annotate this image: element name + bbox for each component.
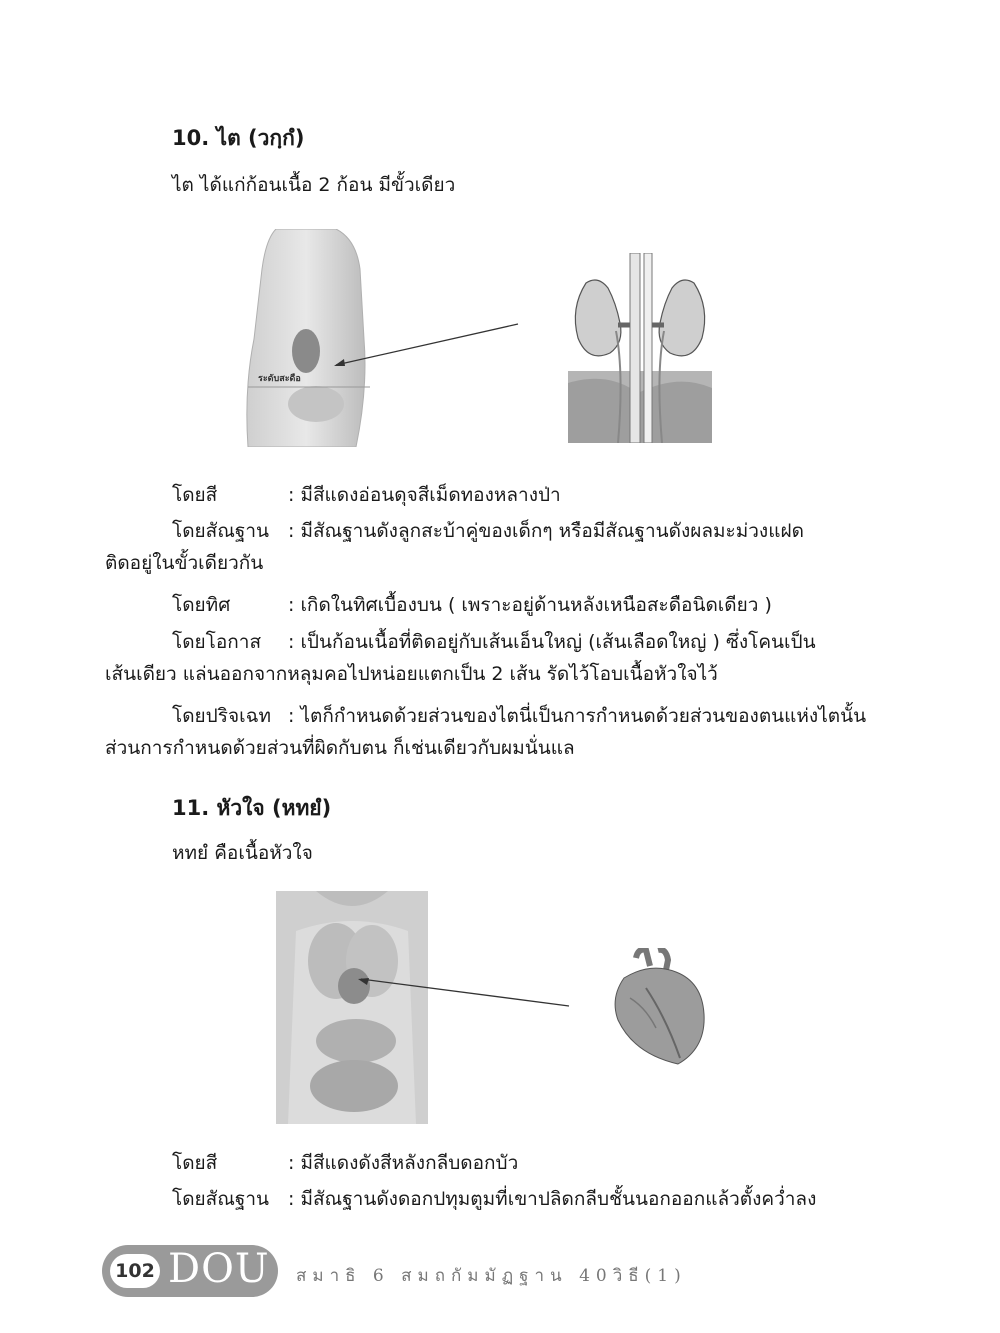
section10-heading: 10. ไต (วกฺกํ) bbox=[172, 126, 305, 150]
heart-image bbox=[606, 948, 710, 1066]
section10-intro: ไต ได้แก่ก้อนเนื้อ 2 ก้อน มีขั้วเดียว bbox=[172, 174, 456, 196]
page-number: 102 bbox=[110, 1254, 160, 1288]
kidney-pointer-arrow bbox=[330, 320, 520, 370]
s11-shape-text: : มีสัณฐานดังดอกปทุมตูมที่เขาปลิดกลีบชั้นนอกออกแล้วตั้งคว่ำลง bbox=[288, 1188, 817, 1210]
s10-color-text: : มีสีแดงอ่อนดุจสีเม็ดทองหลางป่า bbox=[288, 484, 561, 506]
s10-shape-text: : มีสัณฐานดังลูกสะบ้าคู่ของเด็กๆ หรือมีสัณฐานดังผลมะม่วงแฝด bbox=[288, 520, 804, 542]
brand-logo: DOU bbox=[168, 1246, 270, 1292]
section11-intro: หทยํ คือเนื้อหัวใจ bbox=[172, 842, 313, 864]
s10-location-continuation: เส้นเดียว แล่นออกจากหลุมคอไปหน่อยแตกเป็น 2 เส้น รัดไว้โอบเนื้อหัวใจไว้ bbox=[105, 663, 718, 685]
s10-location-label: โดยโอกาส bbox=[172, 631, 262, 653]
s10-direction-text: : เกิดในทิศเบื้องบน ( เพราะอยู่ด้านหลังเหนือสะดือนิดเดียว ) bbox=[288, 594, 772, 616]
heart-pointer-arrow bbox=[355, 975, 571, 1009]
kidneys-image bbox=[568, 253, 712, 443]
series-title: สมาธิ 6 สมถกัมมัฏฐาน 40วิธี(1) bbox=[296, 1266, 687, 1286]
s11-color-text: : มีสีแดงดังสีหลังกลีบดอกบัว bbox=[288, 1152, 519, 1174]
navel-level-label: ระดับสะดือ bbox=[258, 374, 301, 384]
s10-boundary-text: : ไตก็กำหนดด้วยส่วนของไตนี่เป็นการกำหนดด้วยส่วนของตนแห่งไตนั้น bbox=[288, 705, 867, 727]
section11-heading: 11. หัวใจ (หทยํ) bbox=[172, 796, 332, 820]
s11-shape-label: โดยสัณฐาน bbox=[172, 1188, 270, 1210]
s10-shape-label: โดยสัณฐาน bbox=[172, 520, 270, 542]
s11-color-label: โดยสี bbox=[172, 1152, 218, 1174]
s10-boundary-continuation: ส่วนการกำหนดด้วยส่วนที่ผิดกับตน ก็เช่นเดียวกับผมนั่นแล bbox=[105, 737, 575, 759]
s10-direction-label: โดยทิศ bbox=[172, 594, 231, 616]
s10-location-text: : เป็นก้อนเนื้อที่ติดอยู่กับเส้นเอ็นใหญ่ (เส้นเลือดใหญ่ ) ซึ่งโคนเป็น bbox=[288, 631, 816, 653]
s10-boundary-label: โดยปริจเฉท bbox=[172, 705, 272, 727]
s10-shape-continuation: ติดอยู่ในขั้วเดียวกัน bbox=[105, 552, 264, 574]
s10-color-label: โดยสี bbox=[172, 484, 218, 506]
